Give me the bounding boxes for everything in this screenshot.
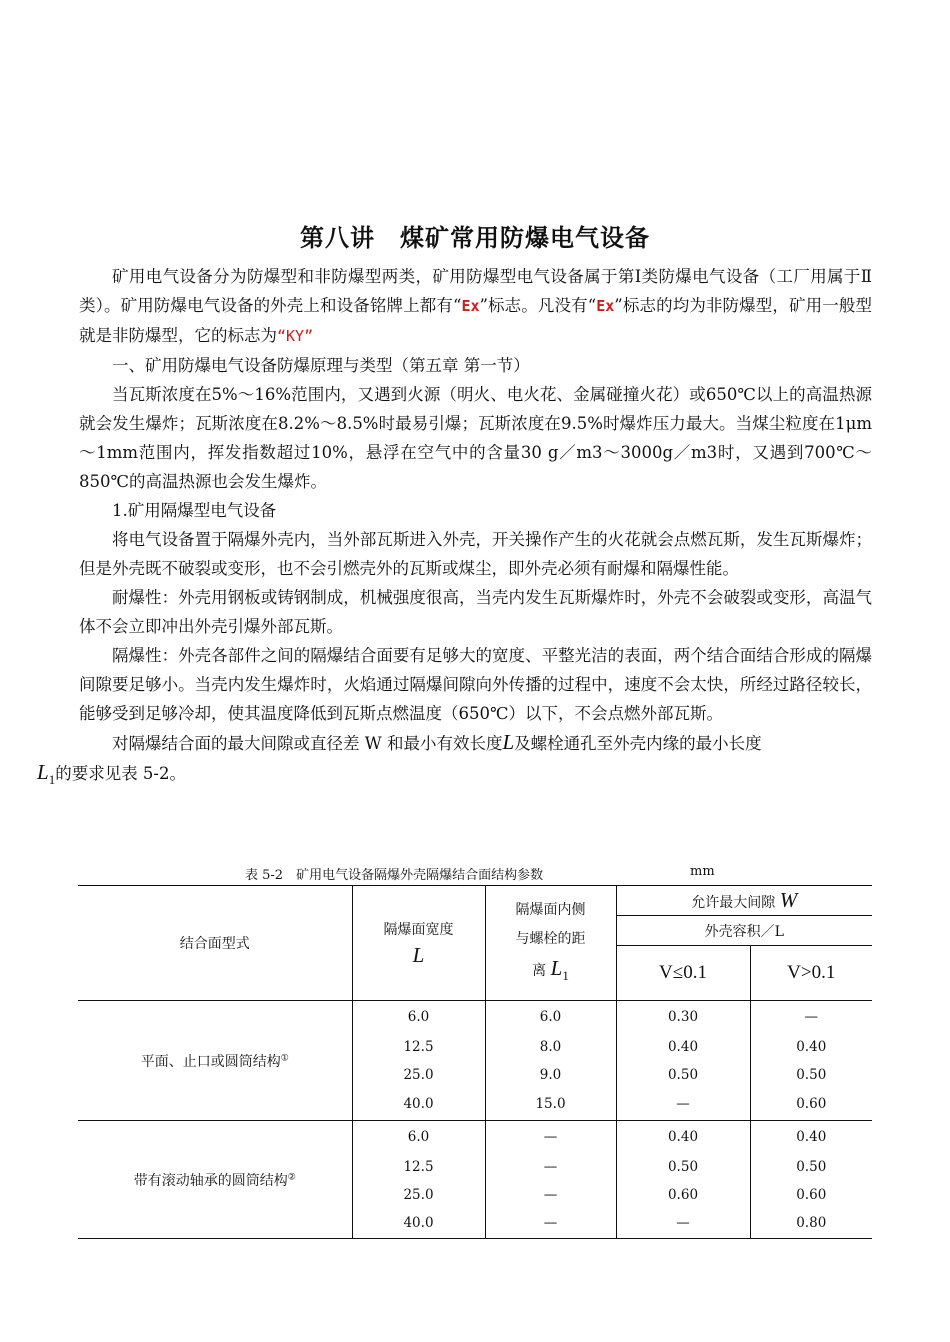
cell-L: 12.5 (352, 1153, 485, 1181)
paragraph-flame-isolation: 隔爆性：外壳各部件之间的隔爆结合面要有足够大的宽度、平整光洁的表面，两个结合面结合形成的隔爆间隙要足够小。当壳内发生爆炸时，火焰通过隔爆间隙向外传播的过程中，速度不会太快，所经过路径较长，能够受到足够冷却，使其温度降低到瓦斯点燃温度（650℃）以下，不会点燃外部瓦斯。 (79, 646, 872, 723)
header-distance-line1: 隔爆面内侧 (515, 901, 586, 918)
cell-w2: 0.60 (750, 1181, 872, 1209)
req-text-3: 的要求见表 5-2。 (55, 764, 187, 783)
page-title: 第八讲 煤矿常用防爆电气设备 (300, 224, 650, 252)
req-text-2: 及螺栓通孔至外壳内缘的最小长度 (514, 734, 762, 753)
cell-w2: 0.50 (750, 1153, 872, 1181)
cell-L: 40.0 (352, 1089, 485, 1121)
header-volume: 外壳容积／L (616, 916, 872, 946)
cell-w1: 0.50 (616, 1061, 750, 1089)
cell-L: 12.5 (352, 1033, 485, 1061)
cell-L: 40.0 (352, 1209, 485, 1239)
cell-L1: 8.0 (485, 1033, 616, 1061)
cell-L: 6.0 (352, 1001, 485, 1033)
cell-w1: — (616, 1089, 750, 1121)
header-distance-line2: 与螺栓的距 (515, 930, 586, 947)
table-unit: mm (690, 864, 715, 879)
intro-quote-open: “ (587, 296, 597, 315)
header-width-label: 隔爆面宽度 (383, 921, 454, 938)
cell-L1: — (485, 1153, 616, 1181)
cell-w1: — (616, 1209, 750, 1239)
cell-L1: 9.0 (485, 1061, 616, 1089)
cell-w2: 0.50 (750, 1061, 872, 1089)
group-1-name: 平面、止口或圆筒结构① (78, 1001, 352, 1121)
header-distance (485, 886, 616, 1001)
req-text-1: 对隔爆结合面的最大间隙或直径差 W 和最小有效长度 (112, 734, 503, 753)
header-width (352, 886, 485, 1001)
cell-L1: — (485, 1121, 616, 1153)
cell-L1: — (485, 1209, 616, 1239)
paragraph-intro (79, 262, 872, 351)
header-distance-line3: 离 $L_1$ (532, 955, 569, 984)
intro-text-3: ”标志的均为非防爆型，矿用一般型就是非防爆型，它的标志为 (79, 296, 873, 345)
header-v-large: V>0.1 (750, 946, 872, 1001)
section-heading-2: 1.矿用隔爆型电气设备 (112, 501, 277, 520)
ky-mark: “KY” (277, 327, 314, 345)
header-width-symbol: L (412, 942, 425, 967)
section-heading-1: 一、矿用防爆电气设备防爆原理与类型（第五章 第一节） (112, 356, 530, 375)
group-2-name: 带有滚动轴承的圆筒结构② (78, 1121, 352, 1239)
cell-L1: 15.0 (485, 1089, 616, 1121)
cell-w2: 0.60 (750, 1089, 872, 1121)
ex-mark-1: Ex (461, 297, 480, 315)
intro-text-1: 矿用电气设备分为防爆型和非防爆型两类，矿用防爆型电气设备属于第Ⅰ类防爆电气设备（工厂用属于Ⅱ类）。矿用防爆电气设备的外壳上和设备铭牌上都有“ (79, 267, 872, 315)
spec-table (78, 885, 872, 1239)
cell-L1: 6.0 (485, 1001, 616, 1033)
cell-w1: 0.50 (616, 1153, 750, 1181)
cell-w1: 0.60 (616, 1181, 750, 1209)
paragraph-flameproof: 将电气设备置于隔爆外壳内，当外部瓦斯进入外壳，开关操作产生的火花就会点燃瓦斯，发生瓦斯爆炸；但是外壳既不破裂或变形，也不会引燃壳外的瓦斯或煤尘，即外壳必须有耐爆和隔爆性能。 (79, 530, 872, 578)
table-row (78, 1001, 872, 1033)
table-caption-text: 表 5-2 矿用电气设备隔爆外壳隔爆结合面结构参数 (245, 868, 544, 883)
header-gap: 允许最大间隙 W (616, 886, 872, 916)
paragraph-requirements (37, 728, 872, 794)
cell-w2: 0.40 (750, 1121, 872, 1153)
paragraph-gas: 当瓦斯浓度在5%～16%范围内，又遇到火源（明火、电火花、金属碰撞火花）或650℃以上的高温热源就会发生爆炸；瓦斯浓度在8.2%～8.5%时最易引爆；瓦斯浓度在9.5%时爆炸压力最大。当煤尘粒度在1μm～1mm范围内，挥发指数超过10%，悬浮在空气中的含量30 g／m3～3000g／m3时，又遇到700℃～850℃的高温热源也会发生爆炸。 (79, 385, 872, 491)
header-v-small: V≤0.1 (616, 946, 750, 1001)
symbol-L: L (502, 730, 515, 754)
cell-w2: 0.40 (750, 1033, 872, 1061)
cell-L: 6.0 (352, 1121, 485, 1153)
cell-L1: — (485, 1181, 616, 1209)
cell-w2: — (750, 1001, 872, 1033)
paragraph-explosion-resistance: 耐爆性：外壳用钢板或铸钢制成，机械强度很高，当壳内发生瓦斯爆炸时，外壳不会破裂或变形，高温气体不会立即冲出外壳引爆外部瓦斯。 (79, 588, 872, 636)
ex-mark-2: Ex (596, 297, 615, 315)
table-row (78, 1121, 872, 1153)
body-text (37, 262, 873, 794)
cell-L: 25.0 (352, 1181, 485, 1209)
cell-L: 25.0 (352, 1061, 485, 1089)
symbol-L1: $L_1$ (37, 760, 56, 788)
cell-w1: 0.40 (616, 1121, 750, 1153)
cell-w2: 0.80 (750, 1209, 872, 1239)
cell-w1: 0.40 (616, 1033, 750, 1061)
intro-text-2: ”标志。凡没有 (479, 296, 588, 315)
cell-w1: 0.30 (616, 1001, 750, 1033)
header-form: 结合面型式 (78, 886, 352, 1001)
